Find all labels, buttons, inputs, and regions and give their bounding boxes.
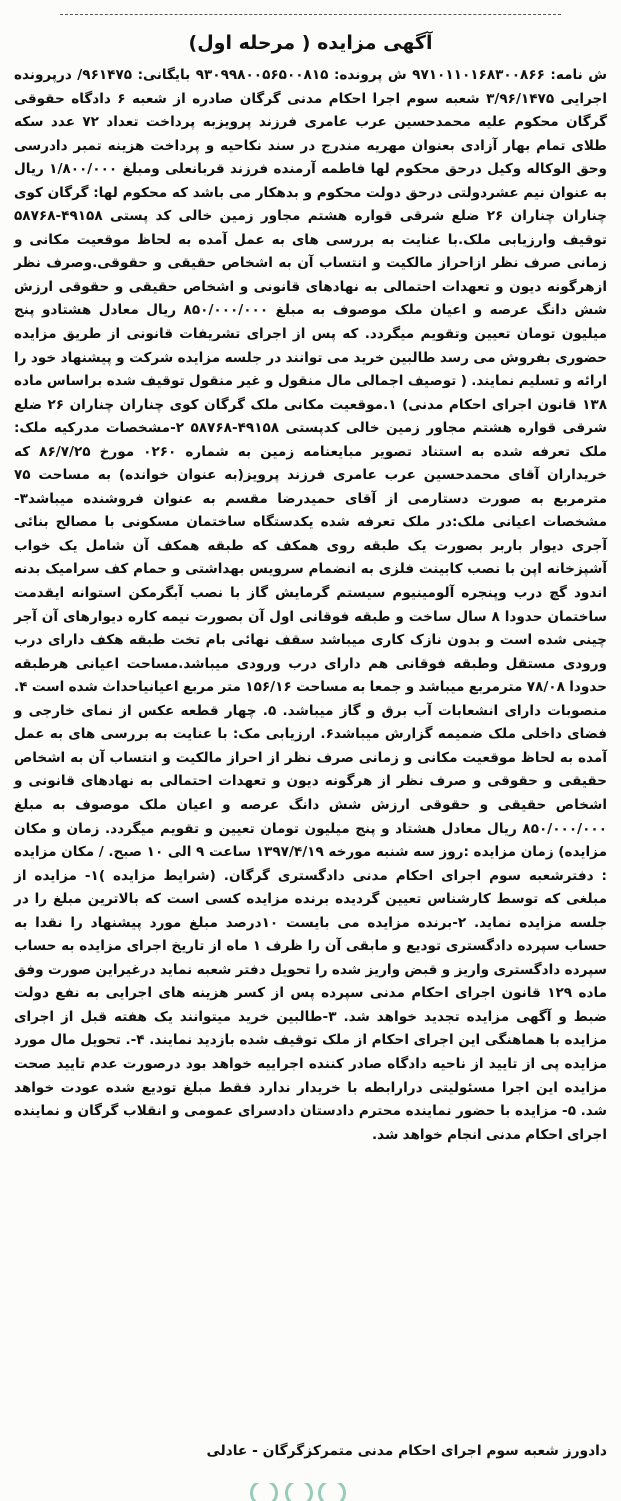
notice-paragraph: ش نامه: ۹۷۱۰۱۱۰۱۶۸۳۰۰۸۶۶ ش پرونده: ۹۳۰۹۹۸۰۰۵۶۵۰۰۸۱۵ بایگانی: ۹۶۱۴۷۵/ درپرونده اجرایی ۳/۹۶/۱۴۷۵ شعبه سوم اجرا احکام مدنی گرگان صادره از شعبه ۶ دادگاه حقوقی گرگان محکوم علیه محمدحسین عرب عامری فرزند پرویزبه پرداخت تعداد ۷۲ عدد سکه طلای تمام بهار آزادی بعنوان مهریه مندرج در سند نکاحیه و پرداخت هزینه تمبر دادرسی وحق الوکاله وکیل درحق محکوم لها فاطمه آرمنده فرزند قربانعلی ومبلغ ۱/۸۰۰/۰۰۰ ریال به عنوان نیم عشردولتی درحق دولت محکوم و بدهکار می باشد که محکوم لها: گرگان کوی چناران چناران ۲۶ ضلع شرقی قواره هشتم مجاور زمین خالی کد پستی ۴۹۱۵۸-۵۸۷۶۸ توقیف وارزیابی ملک.با عنایت به بررسی های به عمل آمده به لحاظ موقعیت مکانی و زمانی صرف نظر ازاحراز مالکیت و انتساب آن به اشخاص حقیقی و حقوقی.وصرف نظر ازهرگونه دیون و تعهدات احتمالی به نهادهای قانونی و اشخاص حقیقی و حقوقی ارزش شش دانگ عرصه و اعیان ملک موصوف به مبلغ ۸۵۰/۰۰۰/۰۰۰ ریال معادل هشتادو پنج میلیون تومان تعیین وتقویم میگردد. که پس از اجرای تشریفات قانونی از طریق مزایده حضوری بفروش می رسد طالبین خرید می توانند در جلسه مزایده شرکت و پیشنهاد خود را ارائه و تسلیم نمایند. ( توصیف اجمالی مال منقول و غیر منقول توقیف شده براساس ماده ۱۳۸ قانون اجرای احکام مدنی) ۱.موقعیت مکانی ملک گرگان کوی چناران چناران ۲۶ ضلع شرقی قواره هشتم مجاور زمین خالی کدپستی ۴۹۱۵۸-۵۸۷۶۸ ۲-مشخصات مدرکیه ملک: ملک تعرفه شده به استناد تصویر مبایعنامه زمین به شماره ۰۲۶۰ مورخ ۸۶/۷/۲۵ که خریداران آقای محمدحسین عرب عامری فرزند پرویز(به عنوان خوانده) به مساحت ۷۵ مترمربع به صورت دستارمی از آقای حمیدرضا مقسم به عنوان فروشنده میباشد۳- مشخصات اعیانی ملک:در ملک تعرفه شده یکدستگاه ساختمان مسکونی با مصالح بنائی آجری دیوار باربر بصورت یک طبقه روی همکف که طبقه همکف آن شامل یک خواب آشپزخانه اپن با نصب کابینت فلزی به انضمام سرویس بهداشتی و حمام کف سرامیک بدنه اندود گچ درب وپنجره آلومینیوم سیستم گرمایش گاز با نصب آبگرمکن استوانه ایقدمت ساختمان حدودا ۸ سال ساخت و طبقه فوقانی اول آن بصورت نیمه کاره دیوارهای آن آجر چینی شده است و بدون نازک کاری میباشد سقف نهائی بام تخت طبقه هکف دارای درب ورودی مستقل وطبقه فوقانی هم دارای درب ورودی میباشد.مساحت اعیانی هرطبقه حدودا ۷۸/۰۸ مترمربع میباشد و جمعا به مساحت ۱۵۶/۱۶ متر مربع اعیانیاحداث شده است ۴. منصوبات دارای انشعابات آب برق و گاز میباشد. ۵. چهار قطعه عکس از نمای خارجی و فضای داخلی ملک ضمیمه گزارش میباشد۶. ارزیابی مک: با عنایت به بررسی های به عمل آمده به لحاظ موقعیت مکانی و زمانی صرف نظر از احراز مالکیت و انتساب آن به اشخاص حقیقی و حقوقی و صرف نظر از هرگونه دیون و تعهدات احتمالی به نهادهای قانونی و اشخاص حقیقی و حقوقی ارزش شش دانگ عرصه و اعیان ملک موصوف به مبلغ ۸۵۰/۰۰۰/۰۰۰ ریال معادل هشتاد و پنج میلیون تومان تعیین و تقویم میگردد. زمان و مکان مزایده) زمان مزایده :روز سه شنبه مورخه ۱۳۹۷/۴/۱۹ ساعت ۹ الی ۱۰ صبح. / مکان مزایده : دفترشعبه سوم اجرای احکام مدنی دادگستری گرگان. (شرایط مزایده )۱- مزایده از مبلغی که توسط کارشناس تعیین گردیده برنده مزایده کسی است که بالاترین مبلغ را در جلسه مزایده نماید. ۲-برنده مزایده می بایست ۱۰درصد مبلغ مورد پیشنهاد را نقدا به حساب سپرده دادگستری تودیع و مابقی آن را ظرف ۱ ماه از تاریخ اجرای مزایده به حساب سپرده دادگستری واریز و قبض واریز شده را تحویل دفتر شعبه نماید درغیراین صورت وفق ماده ۱۲۹ قانون اجرای احکام مدنی سپرده پس از کسر هزینه های اجرایی به نفع دولت ضبط و آگهی مزایده تجدید خواهد شد. ۳-طالبین خرید میتوانند یک هفته قبل از اجرای مزایده با هماهنگی این اجرای احکام از ملک توقیف شده بازدید نمایند. ۴-. تحویل مال مورد مزایده پی از تایید از ناحیه دادگاه صادر کننده اجراییه خواهد بود درصورت عدم تایید صحت مزایده این اجرا مسئولیتی درارابطه با خریدار ندارد فقط مبلغ تودیع شده عودت خواهد شد. ۵- مزایده با حضور نماینده محترم دادستان دادسرای عمومی و انقلاب گرگان و نماینده اجرای احکام مدنی انجام خواهد شد. xyxy=(14,67,608,1143)
notice-body xyxy=(14,64,607,1147)
top-divider xyxy=(60,14,561,15)
stamp-ring xyxy=(250,1483,278,1501)
stamp-ring xyxy=(285,1483,313,1501)
stamp-ring xyxy=(318,1483,346,1501)
notice-signature: دادورز شعبه سوم اجرای احکام مدنی متمرکزگرگان - عادلی xyxy=(206,1443,607,1459)
notice-title: آگهی مزایده ( مرحله اول) xyxy=(188,32,433,54)
bottom-stamp-fragment xyxy=(0,1483,621,1501)
